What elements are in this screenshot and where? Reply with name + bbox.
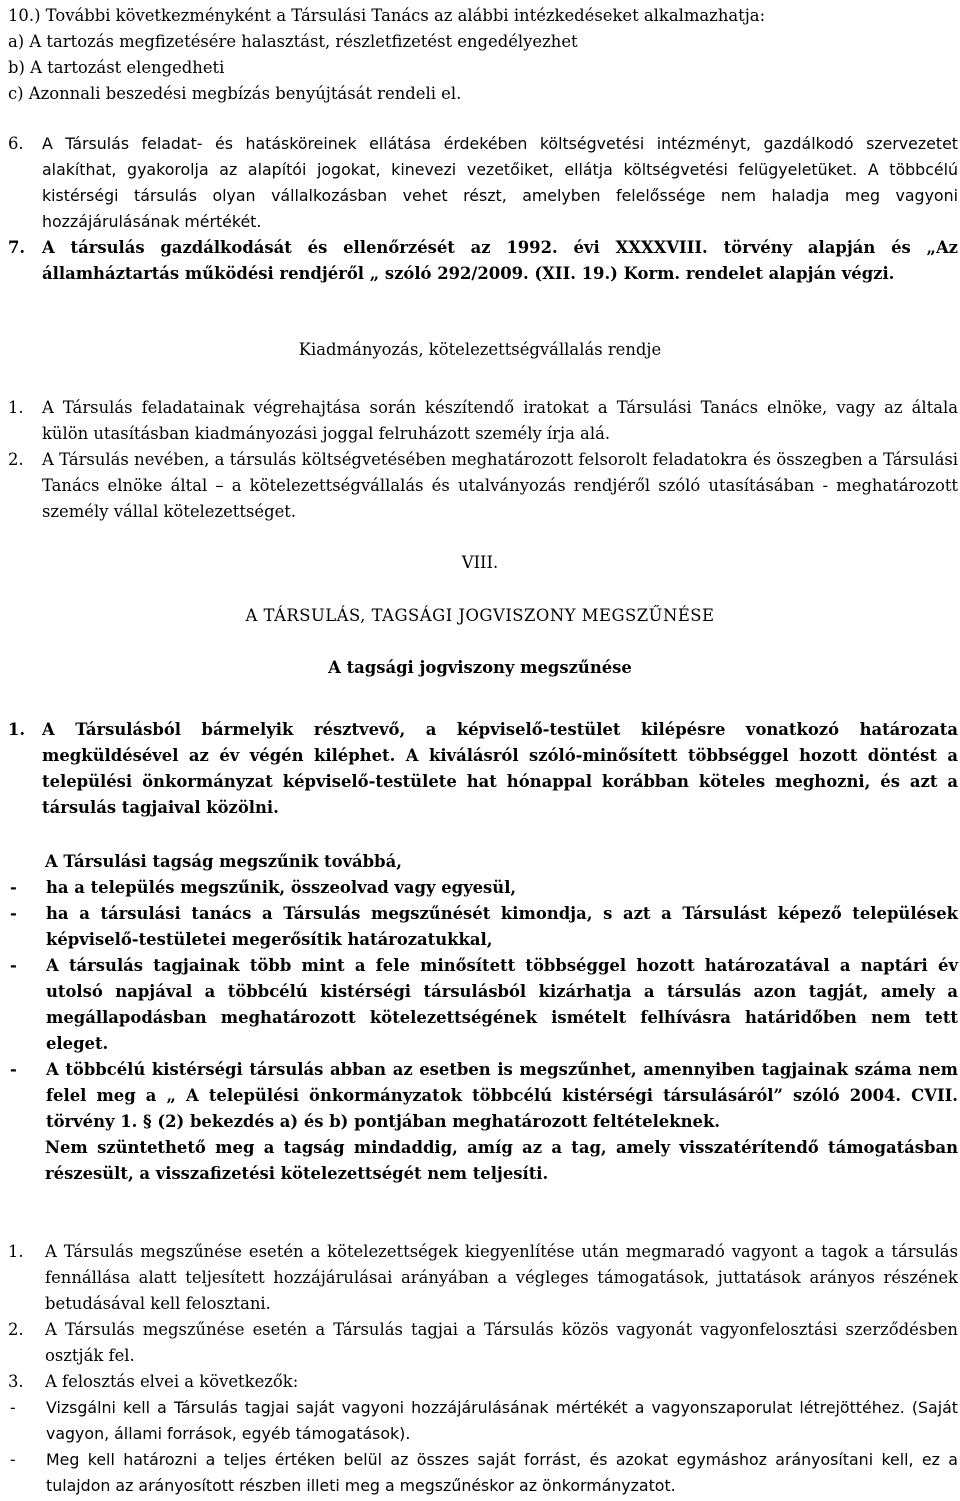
bullet-dash: - — [10, 1450, 16, 1469]
list-item — [8, 1057, 958, 1135]
item-text: A többcélú kistérségi társulás abban az esetben is megszűnhet, amennyiben tagjainak száma nem felel meg a „ A települési önkormányzatok többcélú kistérségi társulásáról” szóló 2004. CVII. törvény 1. § (2) bekezdés a) és b) pontjában meghatározott feltételeknek. — [46, 1060, 958, 1131]
bullet-dash: - — [10, 956, 17, 975]
list-item — [8, 1239, 958, 1317]
list-item — [8, 953, 958, 1057]
section-heading-kiadmanyozas: Kiadmányozás, kötelezettségvállalás rendje — [298, 340, 662, 359]
list-item — [8, 447, 958, 525]
list-item: 10.) További következményként a Társulási Tanács az alábbi intézkedéseket alkalmazhatja: — [8, 6, 766, 25]
bullet-dash: - — [10, 1398, 16, 1417]
termination-conditions — [8, 849, 958, 1187]
item-text: A felosztás elvei a következők: — [45, 1372, 299, 1391]
bullet-dash: - — [10, 878, 17, 897]
chapter-title: A TÁRSULÁS, TAGSÁGI JOGVISZONY MEGSZŰNÉSE — [245, 606, 715, 625]
item-text: A társulás tagjainak több mint a fele minősített többséggel hozott határozatával a naptári év utolsó napjával a többcélú kistérségi társulásból kizárhatja a társulás azon tagját, amely a megállapodásban meghatározott kötelezettségének ismételt felhívásra határidőben nem tett eleget. — [46, 956, 958, 1053]
list-item — [8, 1369, 958, 1395]
conditions-closing: Nem szüntethető meg a tagság mindaddig, amíg az a tag, amely visszatérítendő támogatásban részesült, a visszafizetési kötelezettségét nem teljesíti. — [45, 1138, 958, 1183]
list-item — [8, 1395, 958, 1447]
item-text: A Társulás nevében, a társulás költségvetésében meghatározott felsorolt feladatokra és összegben a Társulási Tanács elnöke által – a kötelezettségvállalás és utalványozás rendjéről szóló utasításában - meghatározott személy vállal kötelezettséget. — [42, 450, 958, 521]
bullet-dash: - — [10, 1060, 17, 1079]
item-number: 2. — [8, 1320, 24, 1339]
list-item — [8, 1447, 958, 1499]
item-text: Meg kell határozni a teljes értéken belül az összes saját forrást, és azokat egymáshoz arányosítani kell, ez a tulajdon az arányosított részben illeti meg a megszűnéskor az önkormányzatot. — [46, 1450, 958, 1495]
item-text: Vizsgálni kell a Társulás tagjai saját vagyoni hozzájárulásának mértékét a vagyonszaporulat létrejöttéhez. (Saját vagyon, állami források, egyéb támogatások). — [46, 1398, 958, 1443]
list-item: c) Azonnali beszedési megbízás benyújtását rendeli el. — [8, 84, 462, 103]
asset-division-list — [8, 1239, 958, 1499]
bullet-dash: - — [10, 904, 17, 923]
list-item — [8, 901, 958, 953]
list-item: a) A tartozás megfizetésére halasztást, részletfizetést engedélyezhet — [8, 32, 578, 51]
section-item-6 — [8, 131, 958, 235]
item-number: 1. — [8, 1242, 24, 1261]
list-item: b) A tartozást elengedheti — [8, 58, 225, 77]
item-text: A Társulás megszűnése esetén a Társulás tagjai a Társulás közös vagyonát vagyonfelosztási szerződésben osztják fel. — [45, 1320, 958, 1365]
item-number: 1. — [8, 398, 24, 417]
conditions-intro: A Társulási tagság megszűnik továbbá, — [45, 852, 402, 871]
item-number: 6. — [8, 134, 24, 153]
list-item — [8, 875, 958, 901]
item-text: A társulás gazdálkodását és ellenőrzését az 1992. évi XXXXVIII. törvény alapján és „Az államháztartás működési rendjéről „ szóló 292/2009. (XII. 19.) Korm. rendelet alapján végzi. — [42, 238, 958, 283]
item-text: A Társulás feladatainak végrehajtása során készítendő iratokat a Társulási Tanács elnöke, vagy az általa külön utasításban kiadmányozási joggal felruházott személy írja alá. — [42, 398, 958, 443]
item-text — [42, 131, 958, 235]
item-number: 7. — [8, 238, 26, 257]
item-number: 1. — [8, 720, 26, 739]
item-number: 3. — [8, 1372, 24, 1391]
section-item-7 — [8, 235, 958, 287]
chapter-subtitle: A tagsági jogviszony megszűnése — [328, 658, 632, 677]
item-number: 2. — [8, 450, 24, 469]
item-text-part-1: A Társulás feladat- és hatásköreinek ellátása érdekében költségvetési intézményt, gazdálkodó szervezetet alakíthat, gyakorolja az alapítói jogokat, kinevezi vezetőiket, ellátja költségvetési felügyeletüket. — [42, 134, 958, 179]
list-item — [8, 1317, 958, 1369]
kiadmanyozas-list — [8, 395, 958, 525]
termination-item-1 — [8, 717, 958, 821]
item-text: ha a társulási tanács a Társulás megszűnését kimondja, s azt a Társulást képező települések képviselő-testületei megerősítik határozatukkal, — [46, 904, 958, 949]
chapter-number: VIII. — [461, 553, 499, 572]
item-text: A Társulásból bármelyik résztvevő, a képviselő-testület kilépésre vonatkozó határozata megküldésével az év végén kiléphet. A kiválásról szóló-minősített többséggel hozott döntést a települési önkormányzat képviselő-testülete hat hónappal korábban köteles meghozni, és azt a társulás tagjaival közölni. — [42, 720, 958, 817]
item-text: ha a település megszűnik, összeolvad vagy egyesül, — [46, 878, 517, 897]
list-item — [8, 395, 958, 447]
item-text: A Társulás megszűnése esetén a kötelezettségek kiegyenlítése után megmaradó vagyont a tagok a társulás fennállása alatt teljesített hozzájárulásai arányában a végleges támogatások, juttatások arányos részének betudásával kell felosztani. — [45, 1242, 958, 1313]
item-text-part-2: A többcélú kistérségi társulás olyan vállalkozásban vehet részt, amelyben felelőssége nem haladja meg vagyoni hozzájárulásának mértékét. — [42, 160, 959, 231]
measures-list — [8, 3, 958, 107]
